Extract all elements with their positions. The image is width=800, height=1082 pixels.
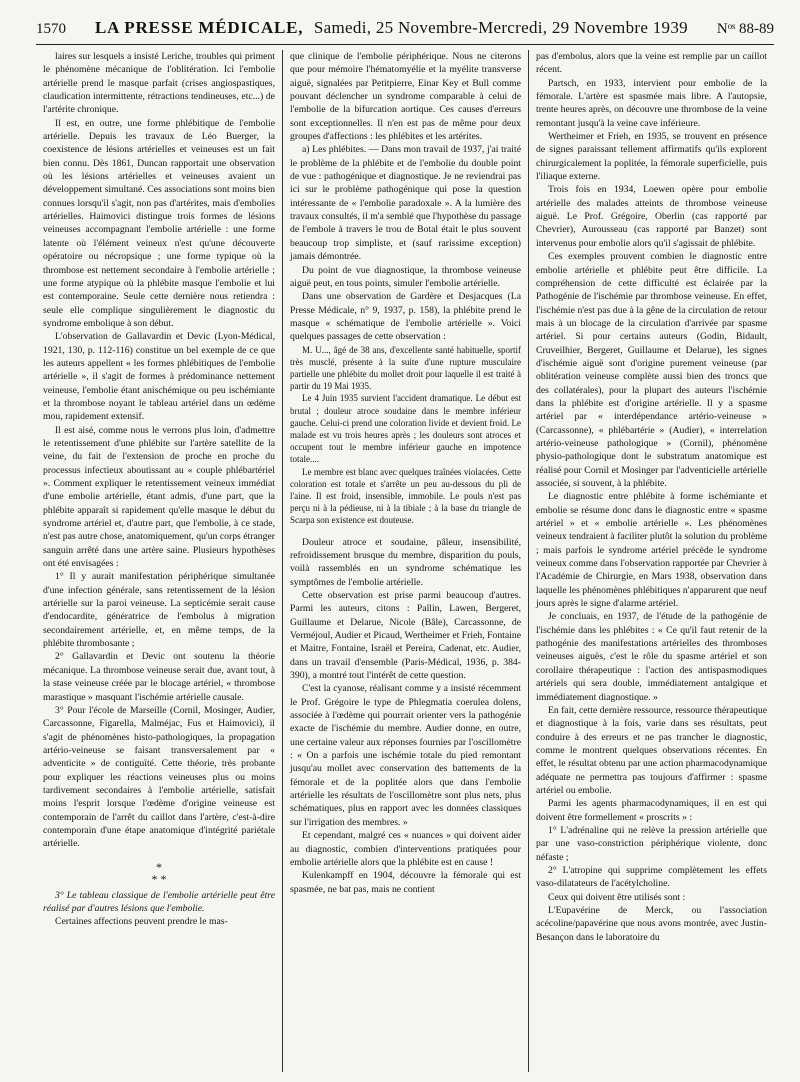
quoted-observation: Le membre est blanc avec quelques traînées violacées. Cette coloration est totale et s'arrête un peu au-dessous du pli de l'aine. Il est froid, insensible, immobile. Le pouls n'est pas perçu ni à la pédieuse, ni à la tibiale ; à la base du triangle de Scarpa son existence est douteuse. <box>290 466 521 526</box>
column-2 <box>282 50 528 1072</box>
paragraph: Et cependant, malgré ces « nuances » qui doivent aider au diagnostic, combien d'interventions pratiquées pour embolie artérielle alors que la phlébite est en cause ! <box>290 830 521 868</box>
paragraph: L'Eupavérine de Merck, ou l'association acécoline/papavérine que nous avons montrée, avec Justin-Besançon dans le laboratoire du <box>536 905 767 943</box>
paragraph: Cette observation est prise parmi beaucoup d'autres. Parmi les auteurs, citons : Pallin, Lawen, Bergeret, Guillaume et Delarue, Nicole (Bâle), Carcassonne, de Verméjoul, Audier et Picaud, Wertheimer et Frieh, Fontaine et Maitre, Fontaine, Israël et Pereira, Cadenat, etc. Audier, dans un travail d'ensemble (Paris-Médical, 1936, p. 384-390), a montré tout l'intérêt de cette question. <box>290 589 521 682</box>
paragraph: 1° L'adrénaline qui ne relève la pression artérielle que par une vaso-constriction périphérique violente, donc néfaste ; <box>536 824 767 863</box>
paragraph: Le diagnostic entre phlébite à forme ischémiante et embolie se résume donc dans le diagnostic entre « spasme artériel » et « embolie artérielle ». Les phénomènes veineux tendraient à faciliter plutôt la solution du problème ; mais parfois le syndrome artériel précède le syndrome veineux comme dans l'observation rapportée par Chevrier à l'Académie de Chirurgie, en Mars 1938, observation dans laquelle les phénomènes phlébitiques n'apparurent que neuf jours après le signe d'alarme artériel. <box>536 491 767 610</box>
paragraph: que clinique de l'embolie périphérique. Nous ne citerons que pour mémoire l'hématomyélie et la myélite transverse aiguë, signalées par Petitpierre, Einar Key et Bull comme pouvant déclencher un syndrome comparable à celui de l'embolie de la bifurcation aortique. Ces causes d'erreurs sont exceptionnelles. Il n'en est pas de même pour deux groupes d'affections : les phlébites et les artérites. <box>290 51 521 143</box>
paragraph: Certaines affections peuvent prendre le mas- <box>55 916 228 928</box>
paragraph: En fait, cette dernière ressource, ressource thérapeutique et diagnostique à la fois, varie dans ses résultats, peut conduire à des erreurs et ne pas trancher le diagnostic, comme le montrent quelques observations récentes. En effet, le résultat obtenu par une action pharmacodynamique adéquate ne permettra pas toujours d'affirmer : spasme artériel ou embolie. <box>536 704 767 796</box>
quoted-observation: M. U..., âgé de 38 ans, d'excellente santé habituelle, sportif très musclé, présente à la suite d'une rupture musculaire partielle une phlébite du mollet droit pour laquelle il est traité à partir du 19 Mai 1935. <box>290 344 521 392</box>
section-separator: * * * <box>151 859 167 886</box>
paragraph: 2° L'atropine qui supprime complètement les effets vaso-dilatateurs de l'acétylcholine. <box>536 864 767 890</box>
paragraph: Parmi les agents pharmacodynamiques, il en est qui doivent être formellement « proscrits » : <box>536 798 767 823</box>
paragraph: L'observation de Gallavardin et Devic (Lyon-Médical, 1921, 130, p. 112-116) constitue un bel exemple de ce que les auteurs appellent « les formes phlébitiques de l'embolie artérielle », il s'agit de formes à prédominance nettement veineuse, l'embolie étant anischémique ou peu ischémiante et la thrombose noyant le tableau artériel dans un œdème mou, rapidement extensif. <box>43 331 275 423</box>
paragraph: laires sur lesquels a insisté Leriche, troubles qui priment le phénomène mécanique de l'oblitération. Ici l'embolie artérielle prend le masque parfait (crises angiospastiques, claudication intermittente, rétractions tendineuses, etc...) de l'artérite chronique. <box>43 51 275 116</box>
journal-name: LA PRESSE MÉDICALE, <box>94 18 304 37</box>
paragraph: Ces exemples prouvent combien le diagnostic entre embolie artérielle et phlébite peut être difficile. La compréhension de cette difficulté est éclairée par la Pathogénie de l'ischémie par thrombose veineuse. En effet, l'ischémie n'est pas due à la gêne de la circulation de retour mais à un blocage de la circulation d'arrivée par spasme artériel. Si pour certains auteurs (Godin, Bidault, Cruveilhier, Bergeret, Guillaume et Delarue), les signes d'ischémie aiguë sont d'origine purement veineuse (par oblitération veineuse complète aussi bien des troncs que des collatérales), pour la plupart des auteurs l'ischémie dans la phlébite est d'origine artérielle. Il y a spasme artériel par « interdépendance artério-veineuse » (Carcassonne), « phlébartérie » (Audier), « interrelation artério-veineuse pathologique » (Cornil), phénomène physio-pathologique dont le substratum anatomique est réalisé pour Cornil et Mosinger par l'adventicielle artérielle associée, si souvent, à la phlébite. <box>536 251 767 489</box>
paragraph: Ceux qui doivent être utilisés sont : <box>548 891 686 903</box>
paragraph: Partsch, en 1933, intervient pour embolie de la fémorale. L'artère est spasmée mais libre. A l'autopsie, trente heures après, on découvre une thrombose de la veine remontant jusqu'à la veine cave inférieure. <box>536 77 767 129</box>
page-header <box>36 18 774 45</box>
paragraph: Je concluais, en 1937, de l'étude de la pathogénie de l'ischémie dans les phlébites : « Ce qu'il faut retenir de la pathogénie des manifestations artérielles des thromboses veineuses aiguës, c'est le rôle du spasme artériel et son corollaire thérapeutique : l'action des antispasmodiques artériels qui sera double, immédiatement antalgique et immédiatement diagnostique. » <box>536 611 767 703</box>
paragraph: Kulenkampff en 1904, découvre la fémorale qui est spasmée, ne bat pas, mais ne contient <box>290 870 521 895</box>
paragraph: Il est aisé, comme nous le verrons plus loin, d'admettre le retentissement d'une phlébite sur l'artère satellite de la veine, du fait de l'extension de proche en proche du processus infectieux aboutissant au « couple phlébartériel ». Comment expliquer le retentissement veineux immédiat d'une embolie artérielle, étant admis, d'une part, que la phlébite apparaît si rapidement qu'elle masque le début du syndrome artériel et, d'autre part, que l'embolie, à ce stade, n'est pas autre chose, anatomiquement, qu'un corps étranger sanguin arrêté dans une artère saine. Plusieurs hypothèses ont été envisagées : <box>43 424 275 570</box>
column-3 <box>528 50 774 1072</box>
page-number: 1570 <box>36 21 66 37</box>
paragraph: Douleur atroce et soudaine, pâleur, insensibilité, refroidissement brusque du membre, disparition du pouls, voilà rassemblés en un syndrome schématique les symptômes de l'embolie artérielle. <box>290 536 521 588</box>
paragraph: C'est la cyanose, réalisant comme y a insisté récemment le Prof. Grégoire le type de Phlegmatia coerulea dolens, associée à l'œdème qui pourrait orienter vers la pathogénie exacte de l'ischémie du membre. Audier donne, en outre, une certaine valeur aux réponses fournies par l'oscillomètre : « On a parfois une ischémie totale du pied remontant jusqu'au mollet avec conservation des battements de la fémorale et de la poplitée alors que dans l'embolie artérielle les résultats de l'oscillomètre sont plus nets, plus schématiques, plus en rapport avec les données classiques sur l'irrigation des membres. » <box>290 683 521 828</box>
page-title <box>95 18 688 38</box>
paragraph: Trois fois en 1934, Loewen opère pour embolie artérielle des malades atteints de thrombose veineuse aiguë. Le Prof. Grégoire, Oberlin (cas rapporté par Chevrier), Aurousseau (cas rapporté par Banzet) sont intervenus pour embolie alors qu'il s'agissait de phlébite. <box>536 184 767 249</box>
issue-date: Samedi, 25 Novembre-Mercredi, 29 Novembre 1939 <box>313 18 688 37</box>
paragraph: Il est, en outre, une forme phlébitique de l'embolie artérielle. Depuis les travaux de Léo Buerger, la coexistence de lésions artérielles et veineuses est un fait bien connu. Dès 1861, Duncan rapportait une observation où les lésions artérielles et veineuses avaient un développement simultané. Ces associations sont moins bien connues lorsqu'il s'agit, non pas d'artérites, mais d'embolies artérielles. Haimovici distingue trois formes de lésions veineuses accompagnant l'embolie artérielle : une forme latente où l'élément veineux n'est qu'une découverte opératoire ou nécropsique ; une forme typique où la thrombose est nettement secondaire à l'embolie artérielle ; une forme atypique où la phlébite masque l'embolie et lui est contemporaine. Seule cette dernière nous retiendra : seule elle complique singulièrement le diagnostic du syndrome embolique à son début. <box>43 117 275 329</box>
column-1 <box>36 50 282 1072</box>
text-columns <box>36 50 774 1072</box>
quoted-observation: Le 4 Juin 1935 survient l'accident dramatique. Le début est brutal ; douleur atroce soudaine dans le membre inférieur gauche. Celui-ci prend une coloration livide et devient froid. Le malade est vu trois heures après ; les douleurs sont atroces et occupent tout le membre inférieur gauche en impotence totale.... <box>290 393 521 465</box>
paragraph: a) Les phlébites. — Dans mon travail de 1937, j'ai traité le problème de la phlébite et de l'embolie du double point de vue : pathogénique et diagnostique. Je ne reviendrai pas ici sur le problème pathogénique qui pose la question intéressante de « l'embolie paradoxale ». A la lumière des travaux consultés, il m'a semblé que l'hypothèse du passage de l'embole à travers le trou de Botal était le plus souvent beaucoup trop simpliste, et (sauf rarissime exception) jamais démontrée. <box>290 144 521 263</box>
paragraph: Du point de vue diagnostique, la thrombose veineuse aiguë peut, en tous points, simuler l'embolie artérielle. <box>290 264 521 289</box>
paragraph: Dans une observation de Gardère et Desjacques (La Presse Médicale, n° 9, 1937, p. 158), la phlébite prend le masque « schématique de l'embolie artérielle ». Voici quelques passages de cette observation : <box>290 291 521 343</box>
paragraph: 3° Pour l'école de Marseille (Cornil, Mosinger, Audier, Carcassonne, Figarella, Malméjac, Fus et Haimovici), il s'agit de phénomènes histo-pathologiques, la propagation artério-veineuse se faisant transversalement par « adventicite » de contiguïté. Cette théorie, très probante pour expliquer les réactions veineuses plus ou moins tardivement secondaires à l'embolie artérielle, satisfait moins l'esprit lorsque l'œdème d'origine veineuse est contemporain de l'arrêt du caillot dans l'artère, c'est-à-dire contemporain d'une étape anatomique d'intégrité pariétale artérielle. <box>43 704 275 850</box>
issue-numbers: Nᵒˢ 88-89 <box>716 21 774 37</box>
paragraph: pas d'embolus, alors que la veine est remplie par un caillot récent. <box>536 51 767 76</box>
paragraph: 1° Il y aurait manifestation périphérique simultanée d'une infection générale, sans retentissement de la lésion artérielle sur la paroi veineuse. La septicémie serait cause d'endocardite, génératrice de l'embolus à migration secondairement artérielle, et, en même temps, de la phlébite thrombosante ; <box>43 571 275 650</box>
section-heading: 3° Le tableau classique de l'embolie artérielle peut être réalisé par d'autres lésions que l'embolie. <box>43 889 275 914</box>
paragraph: 2° Gallavardin et Devic ont soutenu la théorie mécanique. La thrombose veineuse serait due, avant tout, à la stase veineuse créée par le blocage artériel, « thrombose marastique » masquant l'ischémie artérielle causale. <box>43 651 275 703</box>
paragraph: Wertheimer et Frieh, en 1935, se trouvent en présence de signes paraissant tellement affirmatifs qu'ils explorent chirurgicalement la poplitée, la fémorale superficielle, puis l'iliaque externe. <box>536 131 767 183</box>
